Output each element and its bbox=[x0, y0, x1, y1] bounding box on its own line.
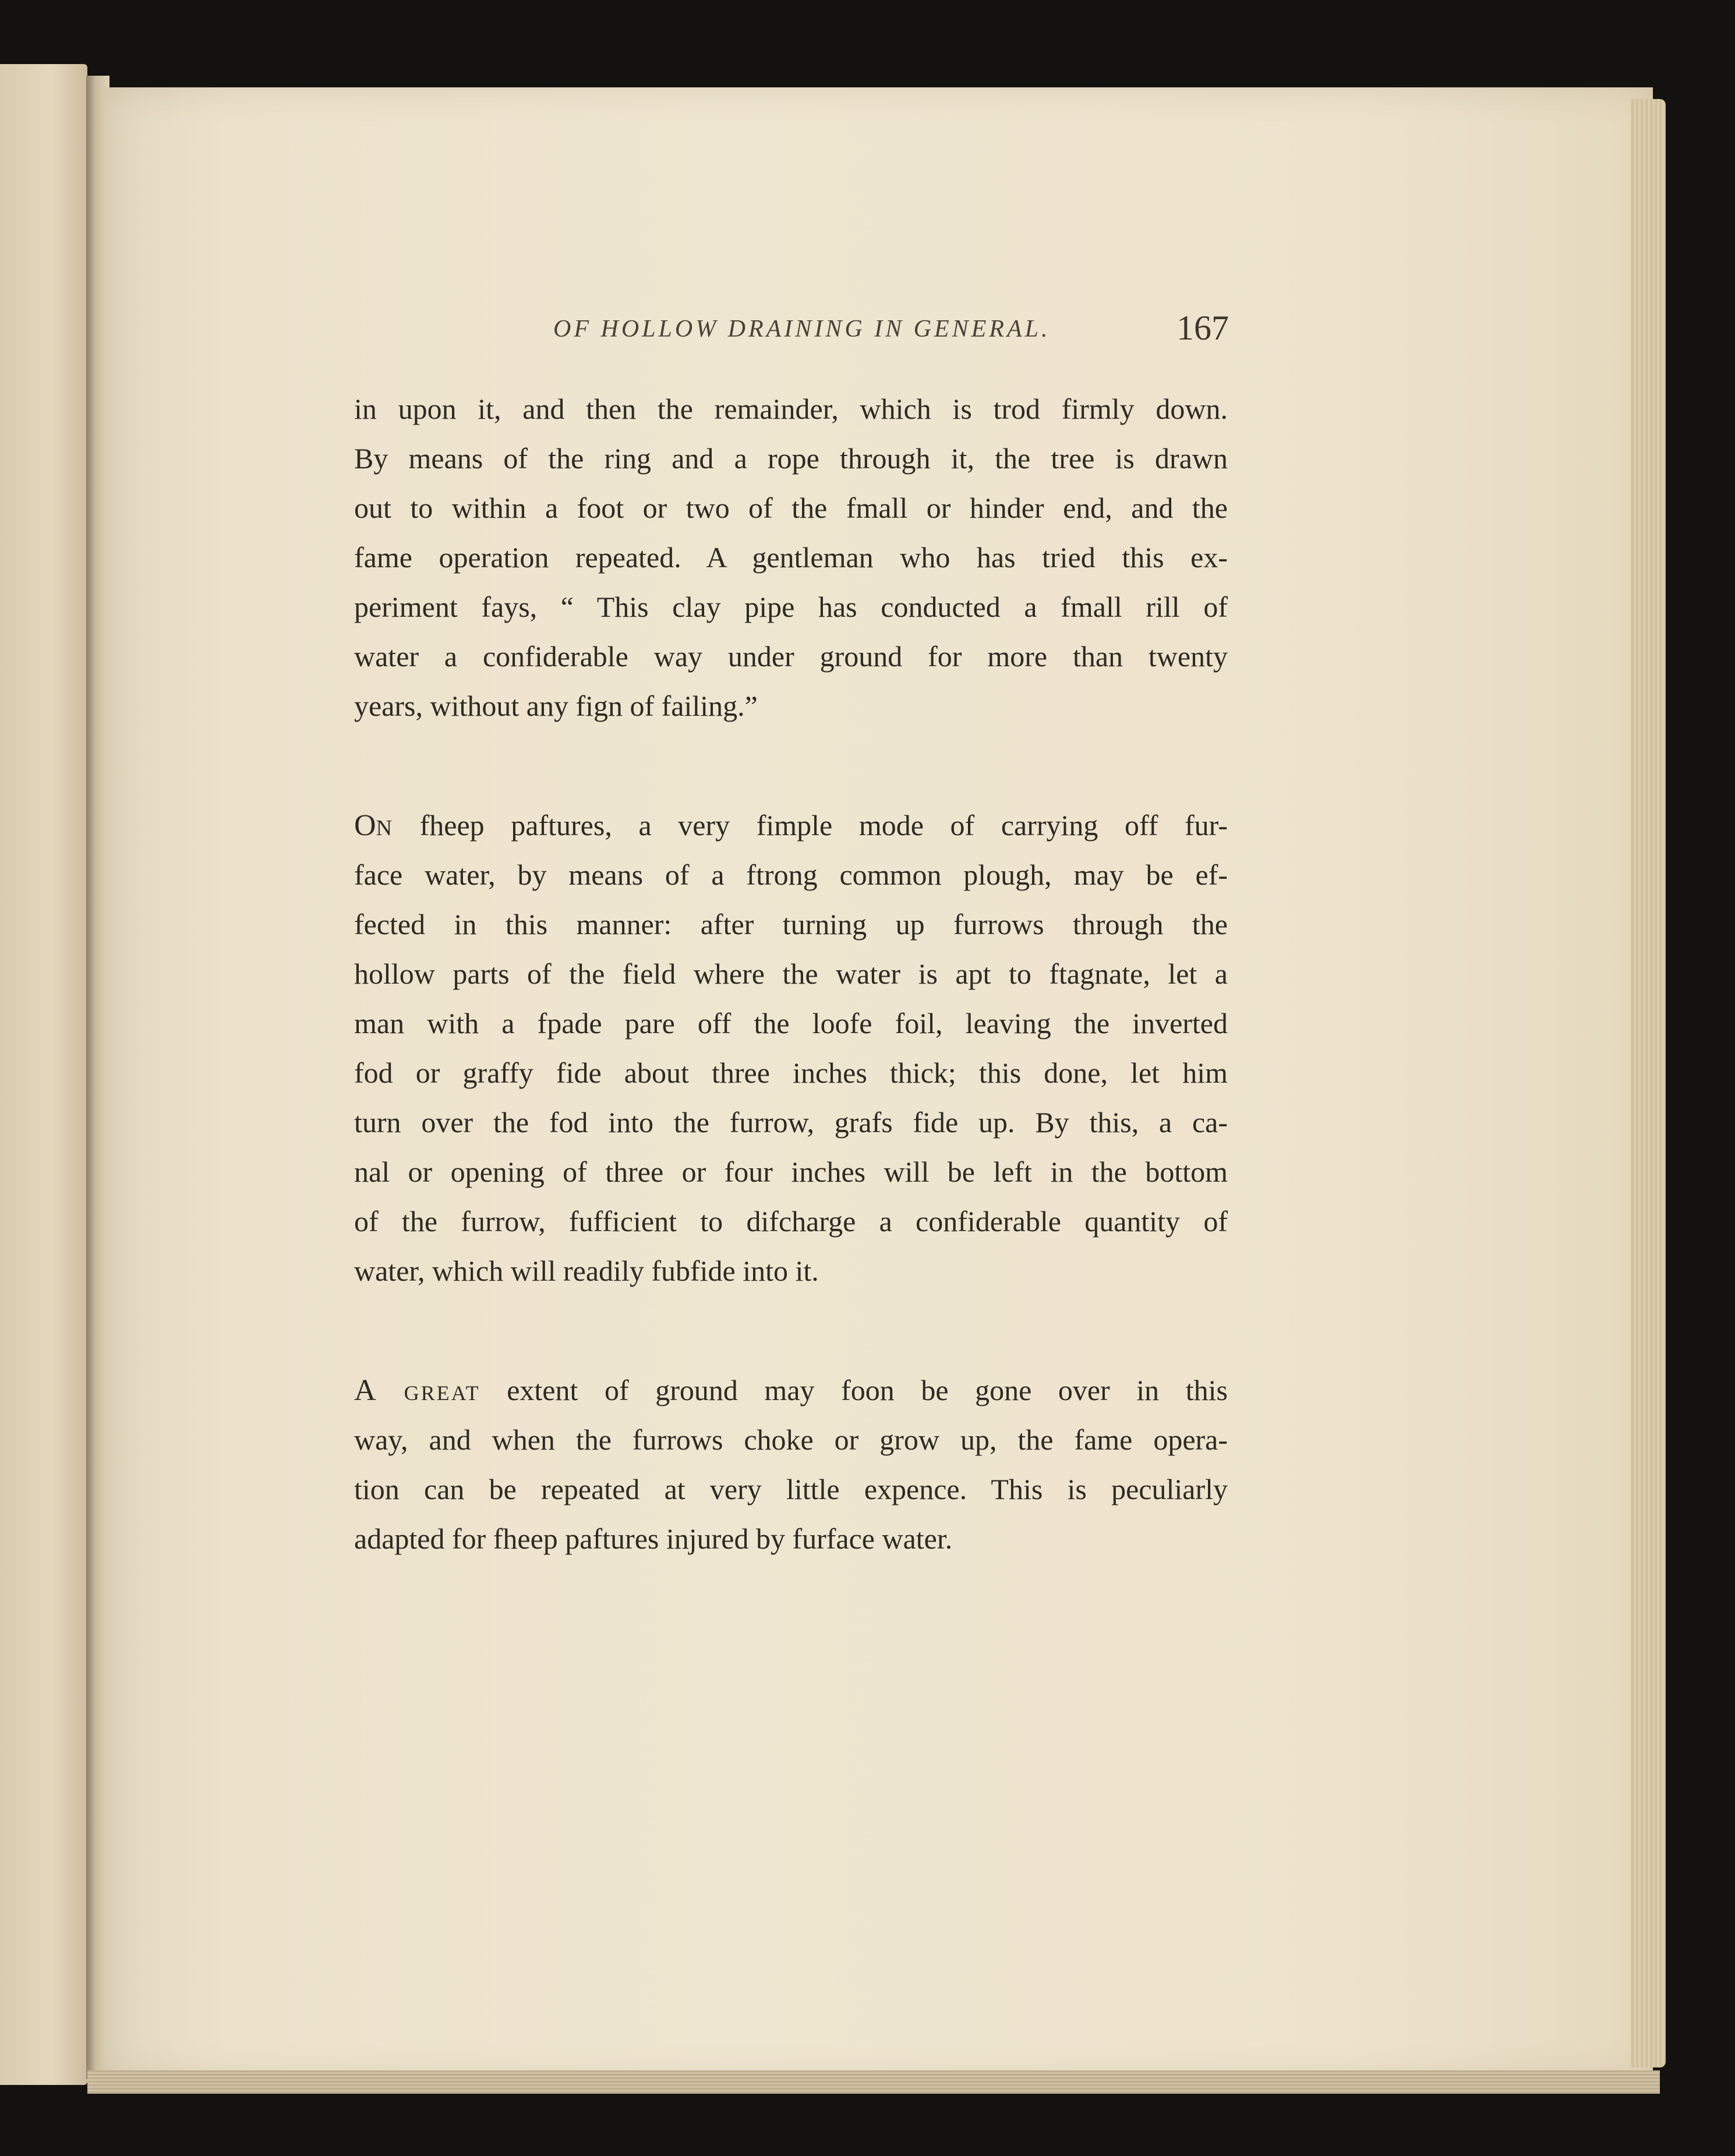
text-line: of the furrow, fufficient to difcharge a confiderable quantity of bbox=[354, 1205, 1228, 1238]
lead-small-caps: ON bbox=[354, 809, 394, 842]
text-line: years, without any fign of failing.” bbox=[354, 690, 758, 722]
text-line: turn over the fod into the furrow, grafs fide up. By this, a ca- bbox=[354, 1106, 1228, 1139]
lead-small-caps: A GREAT bbox=[354, 1374, 480, 1407]
text-line: nal or opening of three or four inches will be left in the bottom bbox=[354, 1155, 1228, 1188]
text-line: out to within a foot or two of the fmall or hinder end, and the bbox=[354, 492, 1228, 524]
paragraph-2 bbox=[354, 801, 1228, 1296]
page-bottom-edge bbox=[87, 2070, 1660, 2094]
paragraph-1 bbox=[354, 384, 1228, 731]
text-line bbox=[354, 1366, 1228, 1415]
text-line: fame operation repeated. A gentleman who has tried this ex- bbox=[354, 541, 1228, 574]
text-line: adapted for fheep paftures injured by furface water. bbox=[354, 1522, 953, 1555]
text-line: periment fays, “ This clay pipe has conducted a fmall rill of bbox=[354, 591, 1228, 623]
page-number: 167 bbox=[1176, 309, 1229, 347]
paragraph-3 bbox=[354, 1366, 1228, 1564]
text-line: hollow parts of the field where the water is apt to ftagnate, let a bbox=[354, 957, 1228, 990]
text-line: man with a fpade pare off the loofe foil, leaving the inverted bbox=[354, 1007, 1228, 1040]
running-head bbox=[355, 309, 1229, 349]
page-fore-edge bbox=[1631, 99, 1666, 2067]
text-line: water, which will readily fubfide into it. bbox=[354, 1254, 819, 1287]
text-line bbox=[354, 801, 1228, 850]
paragraph-gap bbox=[354, 1296, 1228, 1366]
running-head-title: OF HOLLOW DRAINING IN GENERAL. bbox=[553, 316, 1051, 342]
paragraph-gap bbox=[354, 731, 1228, 801]
text-line: water a confiderable way under ground for more than twenty bbox=[354, 640, 1228, 673]
text-line: tion can be repeated at very little expence. This is peculiarly bbox=[354, 1473, 1228, 1505]
text-line: fod or graffy fide about three inches thick; this done, let him bbox=[354, 1056, 1228, 1089]
text-line: By means of the ring and a rope through it, the tree is drawn bbox=[354, 442, 1228, 475]
left-page-edge bbox=[0, 64, 87, 2085]
text-line: in upon it, and then the remainder, which is trod firmly down. bbox=[354, 393, 1228, 425]
text-line: fected in this manner: after turning up furrows through the bbox=[354, 908, 1228, 941]
line-remainder: extent of ground may foon be gone over in this bbox=[480, 1374, 1228, 1406]
body-text bbox=[354, 384, 1228, 1564]
line-remainder: fheep paftures, a very fimple mode of carrying off fur- bbox=[393, 809, 1228, 842]
text-line: face water, by means of a ftrong common plough, may be ef- bbox=[354, 858, 1228, 891]
text-line: way, and when the furrows choke or grow up, the fame opera- bbox=[354, 1423, 1228, 1456]
